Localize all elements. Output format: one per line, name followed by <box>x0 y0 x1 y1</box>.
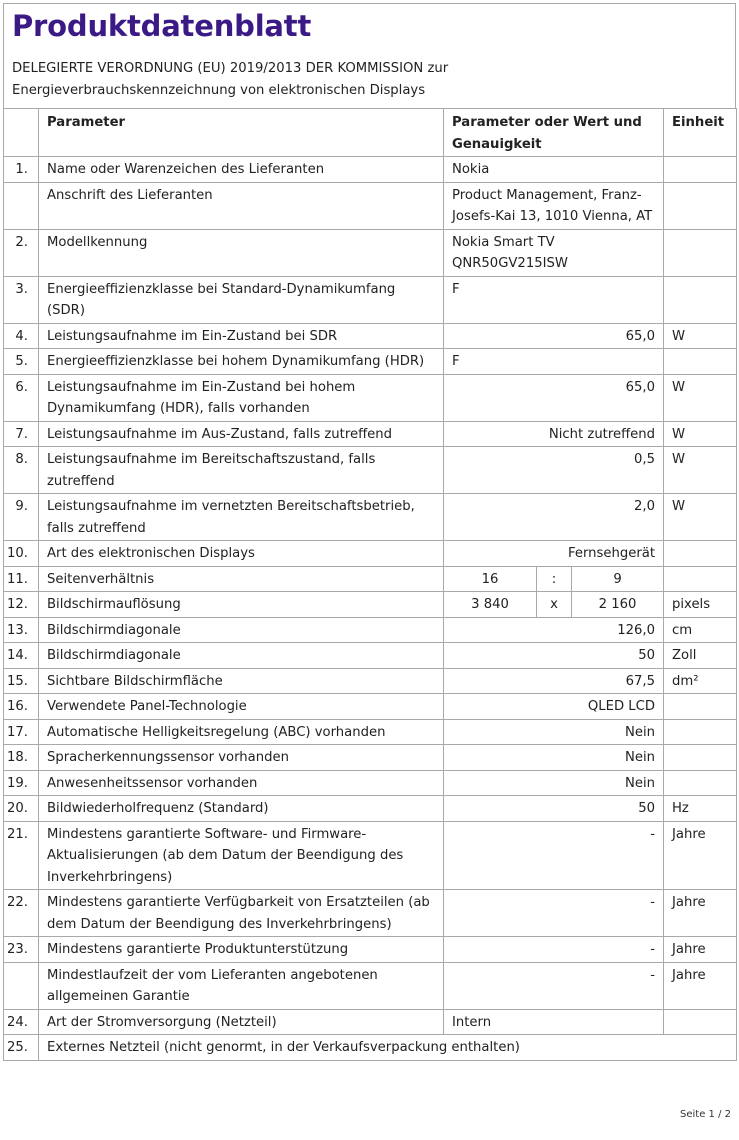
row-label: Anschrift des Lieferanten <box>39 182 444 229</box>
parameter-table <box>3 108 737 1061</box>
row-unit: pixels <box>664 592 737 618</box>
row-value: Nein <box>444 719 664 745</box>
row-label: Mindestens garantierte Produktunterstützung <box>39 937 444 963</box>
row-label: Leistungsaufnahme im Aus-Zustand, falls zutreffend <box>39 421 444 447</box>
table-row <box>4 349 737 375</box>
row-unit <box>664 694 737 720</box>
row-number: 9. <box>4 494 39 541</box>
row-value: Nein <box>444 770 664 796</box>
row-value: 2,0 <box>444 494 664 541</box>
row-label: Leistungsaufnahme im Ein-Zustand bei SDR <box>39 323 444 349</box>
row-label: Sichtbare Bildschirmfläche <box>39 668 444 694</box>
row-number: 6. <box>4 374 39 421</box>
row-label: Mindestens garantierte Software- und Firmware-Aktualisierungen (ab dem Datum der Beendigung des Inverkehrbringens) <box>39 821 444 890</box>
table-row <box>4 1035 737 1061</box>
table-row <box>4 617 737 643</box>
row-unit: W <box>664 421 737 447</box>
table-row <box>4 796 737 822</box>
row-unit: cm <box>664 617 737 643</box>
product-data-sheet <box>3 3 736 1123</box>
row-unit: Zoll <box>664 643 737 669</box>
row-value: 0,5 <box>444 447 664 494</box>
row-unit <box>664 541 737 567</box>
header-nr <box>4 109 39 157</box>
row-label: Bildwiederholfrequenz (Standard) <box>39 796 444 822</box>
table-row <box>4 592 737 618</box>
regulation-reference <box>4 52 735 101</box>
row-unit <box>664 566 737 592</box>
row-number: 7. <box>4 421 39 447</box>
row-number: 10. <box>4 541 39 567</box>
row-unit <box>664 182 737 229</box>
row-unit <box>664 229 737 276</box>
table-row <box>4 276 737 323</box>
row-value: - <box>444 962 664 1009</box>
row-unit: W <box>664 374 737 421</box>
row-number: 22. <box>4 890 39 937</box>
row-label: Modellkennung <box>39 229 444 276</box>
row-value: 67,5 <box>444 668 664 694</box>
table-row <box>4 374 737 421</box>
row-label: Art der Stromversorgung (Netzteil) <box>39 1009 444 1035</box>
header-unit: Einheit <box>664 109 737 157</box>
row-label: Bildschirmdiagonale <box>39 617 444 643</box>
row-value: 126,0 <box>444 617 664 643</box>
row-number: 2. <box>4 229 39 276</box>
row-value: Nokia <box>444 157 664 183</box>
row-unit: Jahre <box>664 890 737 937</box>
row-value: 65,0 <box>444 374 664 421</box>
regulation-line-2: Energieverbrauchskennzeichnung von elektronischen Displays <box>12 82 426 98</box>
row-unit <box>664 349 737 375</box>
table-row <box>4 770 737 796</box>
row-number: 4. <box>4 323 39 349</box>
row-value-1: 16 <box>444 566 537 592</box>
row-value-2: 2 160 <box>572 592 664 618</box>
row-number <box>4 182 39 229</box>
page-title: Produktdatenblatt <box>12 9 312 43</box>
row-number: 19. <box>4 770 39 796</box>
row-value: 50 <box>444 796 664 822</box>
row-unit: dm² <box>664 668 737 694</box>
row-label: Spracherkennungssensor vorhanden <box>39 745 444 771</box>
table-row <box>4 494 737 541</box>
row-number: 1. <box>4 157 39 183</box>
table-row <box>4 541 737 567</box>
row-label: Energieeffizienzklasse bei hohem Dynamikumfang (HDR) <box>39 349 444 375</box>
row-number <box>4 962 39 1009</box>
table-row <box>4 566 737 592</box>
row-value: F <box>444 276 664 323</box>
row-unit <box>664 276 737 323</box>
row-label: Art des elektronischen Displays <box>39 541 444 567</box>
row-unit: W <box>664 323 737 349</box>
row-label: Bildschirmauflösung <box>39 592 444 618</box>
row-value-2: 9 <box>572 566 664 592</box>
table-row <box>4 1009 737 1035</box>
row-number: 21. <box>4 821 39 890</box>
row-value: - <box>444 937 664 963</box>
row-value: Product Management, Franz-Josefs-Kai 13, 1010 Vienna, AT <box>444 182 664 229</box>
row-unit: Jahre <box>664 937 737 963</box>
row-label: Mindestens garantierte Verfügbarkeit von Ersatzteilen (ab dem Datum der Beendigung des Inverkehrbringens) <box>39 890 444 937</box>
table-row <box>4 421 737 447</box>
table-row <box>4 323 737 349</box>
table-row <box>4 962 737 1009</box>
table-row <box>4 890 737 937</box>
row-value: Nokia Smart TV QNR50GV215ISW <box>444 229 664 276</box>
row-unit <box>664 770 737 796</box>
row-number: 16. <box>4 694 39 720</box>
row-label: Name oder Warenzeichen des Lieferanten <box>39 157 444 183</box>
row-number: 23. <box>4 937 39 963</box>
table-row <box>4 182 737 229</box>
row-value: - <box>444 821 664 890</box>
row-value: Fernsehgerät <box>444 541 664 567</box>
row-value-separator: : <box>537 566 572 592</box>
row-value: Nein <box>444 745 664 771</box>
row-unit <box>664 719 737 745</box>
row-label: Energieeffizienzklasse bei Standard-Dynamikumfang (SDR) <box>39 276 444 323</box>
page-number: Seite 1 / 2 <box>680 1109 731 1120</box>
row-label: Externes Netzteil (nicht genormt, in der Verkaufsverpackung enthalten) <box>39 1035 737 1061</box>
table-header-row <box>4 109 737 157</box>
row-label: Mindestlaufzeit der vom Lieferanten angebotenen allgemeinen Garantie <box>39 962 444 1009</box>
row-value: Intern <box>444 1009 664 1035</box>
header-parameter: Parameter <box>39 109 444 157</box>
row-label: Bildschirmdiagonale <box>39 643 444 669</box>
row-label: Leistungsaufnahme im vernetzten Bereitschaftsbetrieb, falls zutreffend <box>39 494 444 541</box>
header-value: Parameter oder Wert und Genauigkeit <box>444 109 664 157</box>
row-number: 11. <box>4 566 39 592</box>
row-label: Verwendete Panel-Technologie <box>39 694 444 720</box>
row-number: 25. <box>4 1035 39 1061</box>
row-number: 8. <box>4 447 39 494</box>
regulation-line-1: DELEGIERTE VERORDNUNG (EU) 2019/2013 DER KOMMISSION zur <box>12 61 449 76</box>
table-row <box>4 821 737 890</box>
row-label: Leistungsaufnahme im Ein-Zustand bei hohem Dynamikumfang (HDR), falls vorhanden <box>39 374 444 421</box>
row-value-separator: x <box>537 592 572 618</box>
row-value: QLED LCD <box>444 694 664 720</box>
row-number: 5. <box>4 349 39 375</box>
row-unit <box>664 1009 737 1035</box>
row-number: 13. <box>4 617 39 643</box>
row-label: Anwesenheitssensor vorhanden <box>39 770 444 796</box>
table-row <box>4 719 737 745</box>
row-value: - <box>444 890 664 937</box>
row-number: 12. <box>4 592 39 618</box>
row-unit: W <box>664 447 737 494</box>
row-number: 14. <box>4 643 39 669</box>
row-unit <box>664 157 737 183</box>
table-row <box>4 447 737 494</box>
row-unit: Jahre <box>664 962 737 1009</box>
row-value-1: 3 840 <box>444 592 537 618</box>
row-number: 18. <box>4 745 39 771</box>
sheet-header <box>3 3 736 108</box>
row-label: Automatische Helligkeitsregelung (ABC) vorhanden <box>39 719 444 745</box>
table-row <box>4 229 737 276</box>
row-label: Leistungsaufnahme im Bereitschaftszustand, falls zutreffend <box>39 447 444 494</box>
row-unit: Hz <box>664 796 737 822</box>
table-row <box>4 157 737 183</box>
table-row <box>4 643 737 669</box>
row-value: Nicht zutreffend <box>444 421 664 447</box>
table-row <box>4 668 737 694</box>
row-label: Seitenverhältnis <box>39 566 444 592</box>
row-number: 20. <box>4 796 39 822</box>
table-body <box>4 157 737 1061</box>
row-number: 24. <box>4 1009 39 1035</box>
row-unit: Jahre <box>664 821 737 890</box>
table-row <box>4 694 737 720</box>
row-number: 3. <box>4 276 39 323</box>
row-value: 50 <box>444 643 664 669</box>
table-row <box>4 937 737 963</box>
row-value: 65,0 <box>444 323 664 349</box>
row-number: 17. <box>4 719 39 745</box>
row-unit <box>664 745 737 771</box>
table-row <box>4 745 737 771</box>
row-number: 15. <box>4 668 39 694</box>
row-unit: W <box>664 494 737 541</box>
row-value: F <box>444 349 664 375</box>
